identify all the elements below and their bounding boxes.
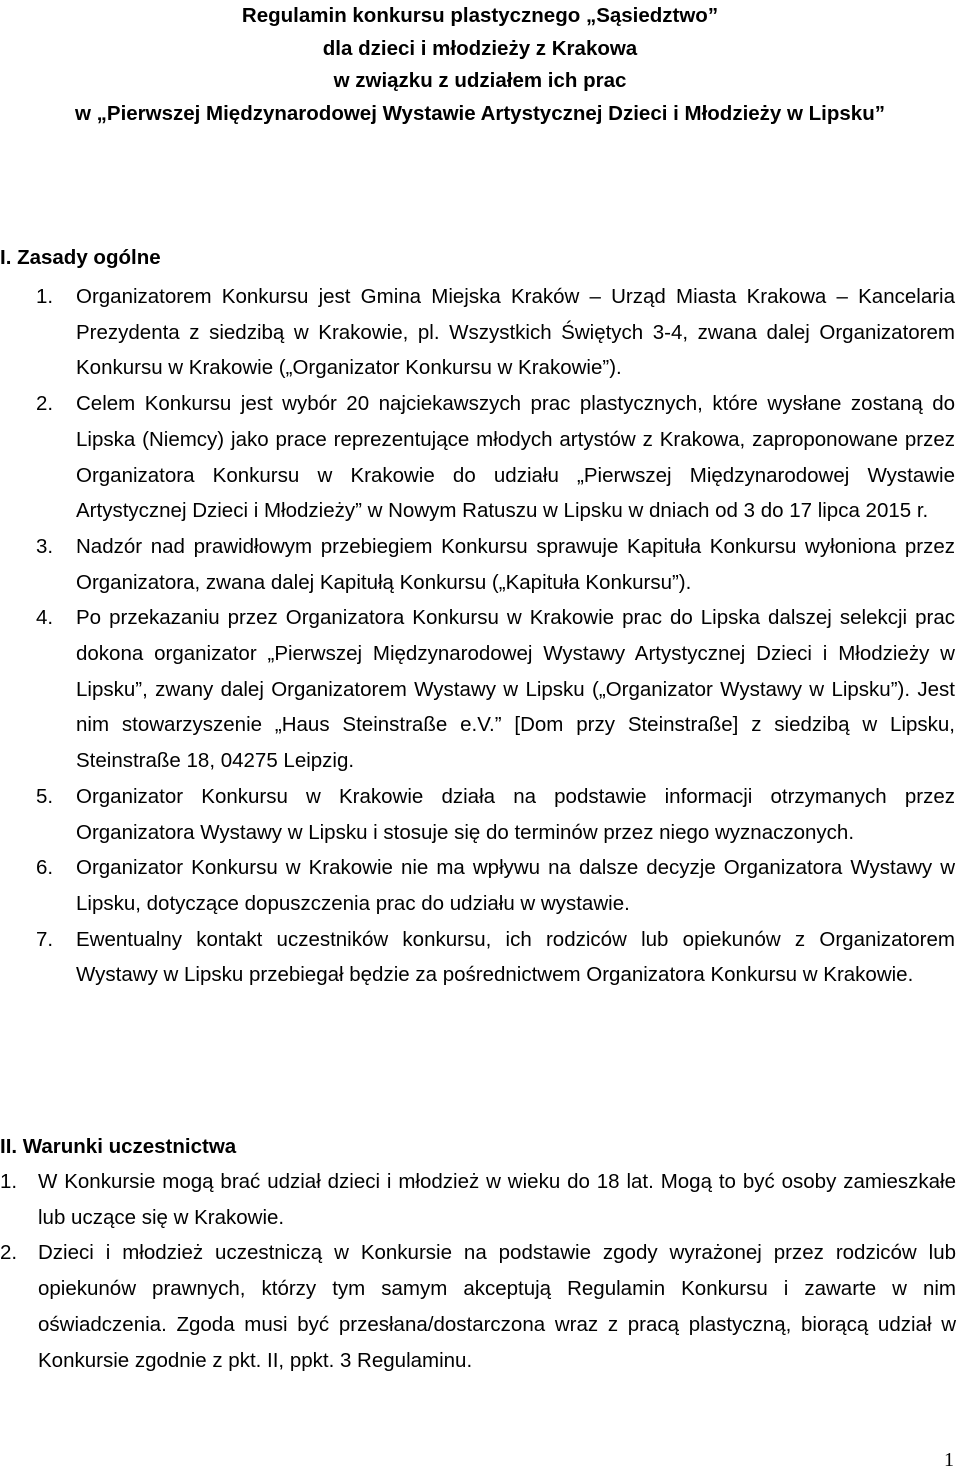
item-number: 3. <box>36 534 54 558</box>
list-item <box>36 779 955 850</box>
item-number: 1. <box>36 285 54 308</box>
list-item <box>36 279 955 386</box>
item-number: 4. <box>36 606 54 630</box>
document-title <box>0 0 960 130</box>
item-text: Organizator Konkursu w Krakowie działa na podstawie informacji otrzymanych przez Organizatora Wystawy w Lipsku i stosuje się do terminów przez niego wyznaczonych. <box>76 784 955 844</box>
section-conditions-list <box>0 1164 956 1378</box>
item-number: 1. <box>0 1170 18 1193</box>
item-text: Dzieci i młodzież uczestniczą w Konkursie na podstawie zgody wyrażonej przez rodziców lub opiekunów prawnych, którzy tym samym akceptują Regulamin Konkursu i zawarte w nim oświadczenia. Zgoda musi być przesłana/dostarczona wraz z pracą plastyczną, biorącą udział w Konkursie zgodnie z pkt. II, ppkt. 3 Regulaminu. <box>38 1241 956 1372</box>
item-number: 2. <box>0 1241 18 1265</box>
item-number: 2. <box>36 392 54 416</box>
item-text: Po przekazaniu przez Organizatora Konkursu w Krakowie prac do Lipska dalszej selekcji prac dokona organizator „Pierwszej Międzynarodowej Wystawy Artystycznej Dzieci i Młodzieży w Lipsku”, zwany dalej Organizatorem Wystawy w Lipsku („Organizator Wystawy w Lipsku”). Jest nim stowarzyszenie „Haus Steinstraße e.V.” [Dom przy Steinstraße] z siedzibą w Lipsku, Steinstraße 18, 04275 Leipzig. <box>76 606 955 773</box>
title-line-4: w „Pierwszej Międzynarodowej Wystawie Artystycznej Dzieci i Młodzieży w Lipsku” <box>75 101 885 125</box>
list-item <box>36 600 955 779</box>
item-text: Organizator Konkursu w Krakowie nie ma wpływu na dalsze decyzje Organizatora Wystawy w Lipsku, dotyczące dopuszczenia prac do udziału w wystawie. <box>76 856 955 915</box>
list-item <box>0 1164 956 1235</box>
item-text: Nadzór nad prawidłowym przebiegiem Konkursu sprawuje Kapituła Konkursu wyłoniona przez Organizatora, zwana dalej Kapitułą Konkursu („Kapituła Konkursu”). <box>76 534 955 594</box>
title-line-3: w związku z udziałem ich prac <box>333 69 627 92</box>
page-number: 1 <box>944 1449 954 1471</box>
section-heading-conditions: II. Warunki uczestnictwa <box>0 1135 237 1158</box>
item-number: 6. <box>36 856 54 880</box>
list-item <box>36 850 955 921</box>
item-text: Celem Konkursu jest wybór 20 najciekawszych prac plastycznych, które wysłane zostaną do Lipska (Niemcy) jako prace reprezentujące młodych artystów z Krakowa, zaproponowane przez Organizatora Konkursu w Krakowie do udziału „Pierwszej Międzynarodowej Wystawie Artystycznej Dzieci i Młodzieży” w Nowym Ratuszu w Lipsku w dniach od 3 do 17 lipca 2015 r. <box>76 392 955 523</box>
list-item <box>36 386 955 529</box>
list-item <box>0 1235 956 1378</box>
item-text: Organizatorem Konkursu jest Gmina Miejska Kraków – Urząd Miasta Krakowa – Kancelaria Prezydenta z siedzibą w Krakowie, pl. Wszystkich Świętych 3-4, zwana dalej Organizatorem Konkursu w Krakowie („Organizator Konkursu w Krakowie”). <box>76 285 955 380</box>
title-line-1: Regulamin konkursu plastycznego „Sąsiedztwo” <box>241 4 719 27</box>
list-item <box>36 529 955 600</box>
section-heading-general: I. Zasady ogólne <box>0 246 161 269</box>
list-item <box>36 922 955 993</box>
item-number: 7. <box>36 927 54 951</box>
title-line-2: dla dzieci i młodzieży z Krakowa <box>322 36 638 60</box>
item-number: 5. <box>36 784 54 808</box>
section-general-list <box>36 279 955 993</box>
item-text: Ewentualny kontakt uczestników konkursu, ich rodziców lub opiekunów z Organizatorem Wystawy w Lipsku przebiegał będzie za pośrednictwem Organizatora Konkursu w Krakowie. <box>76 927 955 987</box>
item-text: W Konkursie mogą brać udział dzieci i młodzież w wieku do 18 lat. Mogą to być osoby zamieszkałe lub uczące się w Krakowie. <box>38 1170 956 1229</box>
